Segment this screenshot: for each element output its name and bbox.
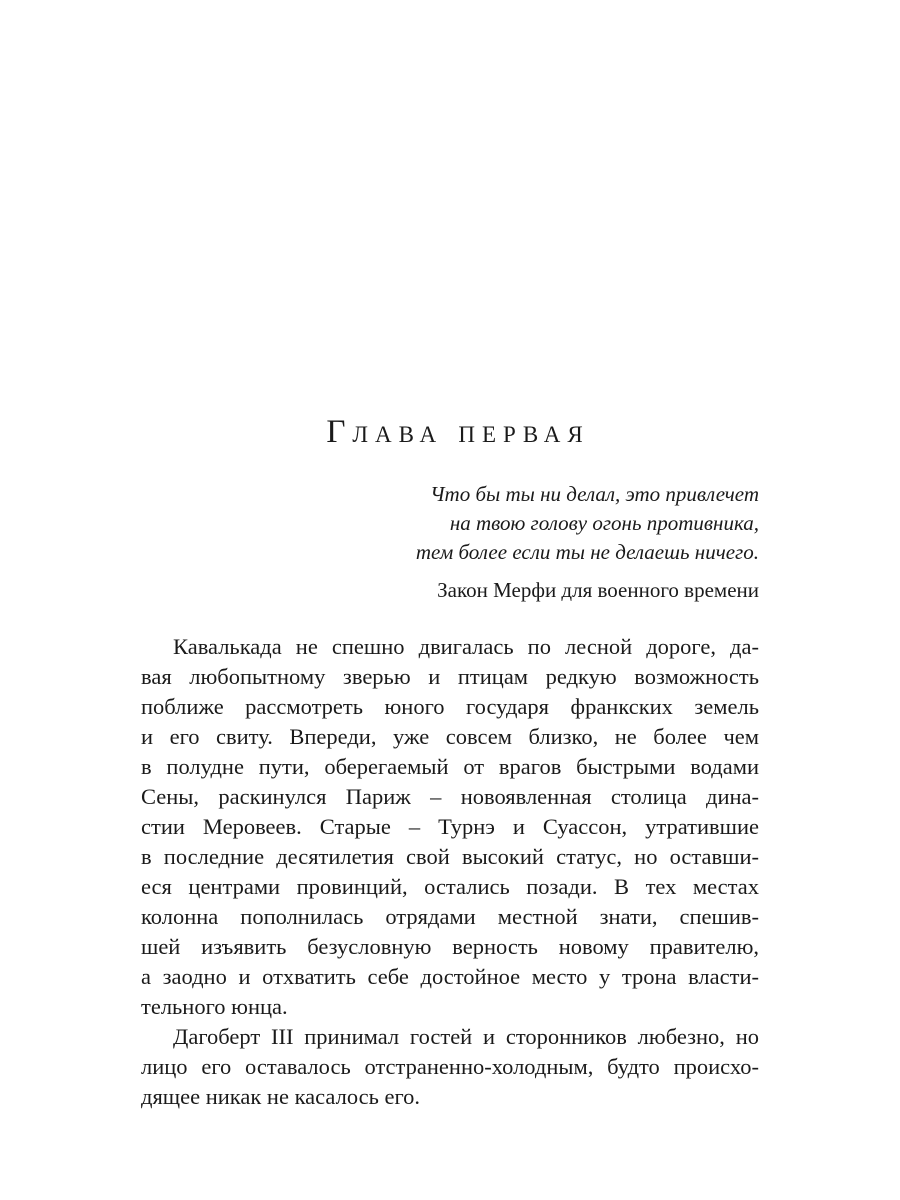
epigraph-source: Закон Мерфи для военного времени [437,578,759,602]
text-line: вая любопытному зверью и птицам редкую возможность [141,664,759,689]
text-line: еся центрами провинций, остались позади. В тех местах [141,874,759,899]
text-line: в последние десятилетия свой высокий статус, но оставши- [141,844,759,869]
paragraph [141,632,759,1022]
text-line: Кавалькада не спешно двигалась по лесной дороге, да- [173,634,759,659]
chapter-title: Глава первая [326,414,590,450]
text-line: лицо его оставалось отстраненно-холодным, будто происхо- [141,1054,759,1079]
body-text [141,632,759,1112]
text-line: колонна пополнилась отрядами местной знати, спешив- [141,904,759,929]
text-line: дящее никак не касалось его. [141,1084,421,1109]
epigraph [239,480,759,605]
text-line: Дагоберт III принимал гостей и сторонников любезно, но [173,1024,759,1049]
epigraph-line: на твою голову огонь противника, [449,511,759,535]
epigraph-line: тем более если ты не делаешь ничего. [415,540,759,564]
paragraph [141,1022,759,1112]
text-line: а заодно и отхватить себе достойное место у трона власти- [141,964,759,989]
epigraph-line: Что бы ты ни делал, это привлечет [430,482,759,506]
text-line: тельного юнца. [141,994,288,1019]
text-line: Сены, раскинулся Париж – новоявленная столица дина- [141,784,759,809]
text-line: поближе рассмотреть юного государя франкских земель [141,694,759,719]
text-line: стии Меровеев. Старые – Турнэ и Суассон, утратившие [141,814,759,839]
text-line: и его свиту. Впереди, уже совсем близко, не более чем [141,724,759,749]
text-line: шей изъявить безусловную верность новому правителю, [141,934,759,959]
text-line: в полудне пути, оберегаемый от врагов быстрыми водами [141,754,759,779]
